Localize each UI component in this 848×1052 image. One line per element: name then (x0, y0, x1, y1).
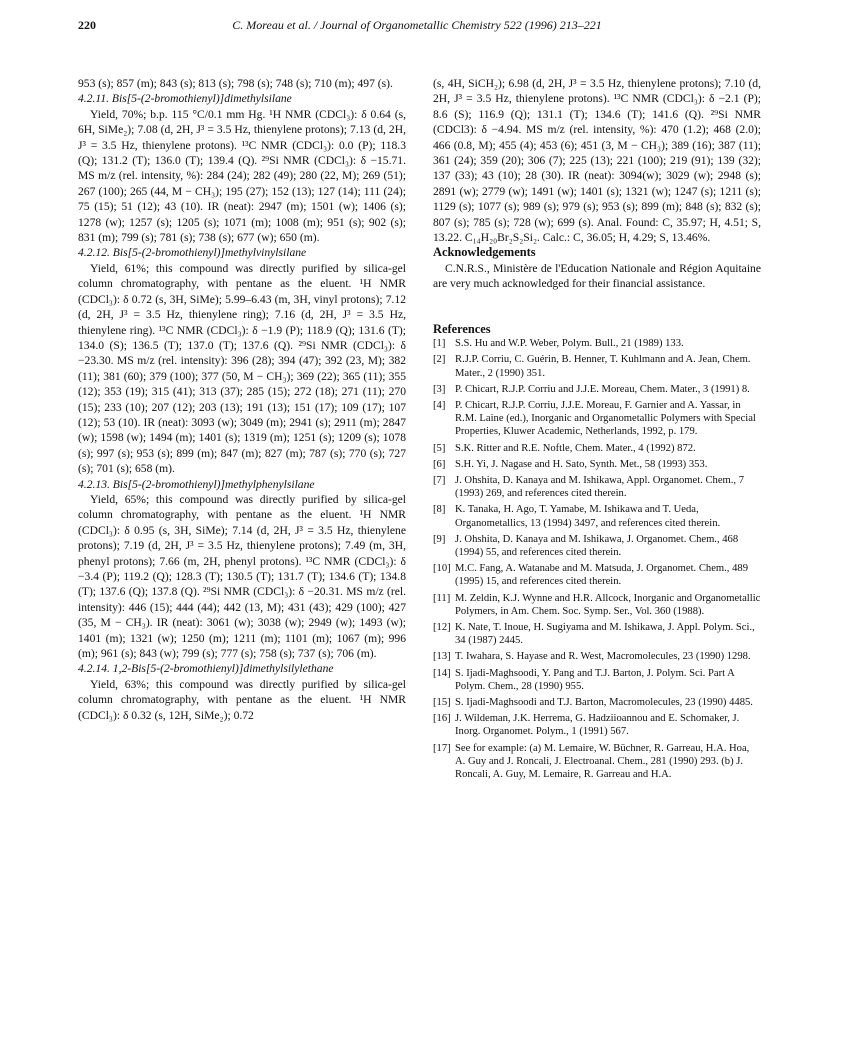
reference-text: P. Chicart, R.J.P. Corriu and J.J.E. Moreau, Chem. Mater., 3 (1991) 8. (455, 383, 750, 395)
section-body-4-2-13: Yield, 65%; this compound was directly purified by silica-gel column chromatography, with pentane as the eluent. ¹H NMR (CDCl₃): δ 0.95 (s, 3H, SiMe); 7.14 (d, 2H, J³ = 3.5 Hz, thienylene protons); 7.19 (d, 2H, J³ = 3.5 Hz, thienylene protons); 7.49 (m, 3H, phenyl protons); 7.66 (m, 2H, phenyl protons). ¹³C NMR (CDCl₃): δ −3.4 (P); 119.2 (Q); 128.3 (T); 130.5 (T); 131.7 (T); 134.6 (T); 134.8 (T); 137.6 (Q); 137.8 (Q). ²⁹Si NMR (CDCl₃): δ −20.31. MS m/z (rel. intensity): 446 (15); 444 (44); 442 (13, M); 431 (43); 429 (100); 427 (35, M − CH₃). IR (neat): 3061 (w); 3038 (w); 2949 (w); 1493 (w); 1401 (m); 1321 (w); 1250 (m); 1211 (m); 1101 (m); 1067 (m); 996 (m); 961 (s); 843 (w); 799 (s); 777 (s); 758 (s); 737 (s); 706 (m). (78, 492, 406, 661)
reference-list (433, 337, 761, 781)
acknowledgements-body: C.N.R.S., Ministère de l'Education Nationale and Région Aquitaine are very much acknowledged for their financial assistance. (433, 261, 761, 291)
reference-number: [10] (433, 563, 451, 575)
reference-item (433, 562, 761, 588)
reference-item (433, 399, 761, 439)
reference-text: S. Ijadi-Maghsoodi and T.J. Barton, Macromolecules, 23 (1990) 4485. (455, 696, 753, 708)
section-body-4-2-14: Yield, 63%; this compound was directly purified by silica-gel column chromatography, with pentane as the eluent. ¹H NMR (CDCl₃): δ 0.32 (s, 12H, SiMe₂); 0.72 (78, 677, 406, 722)
reference-text: S.K. Ritter and R.E. Noftle, Chem. Mater., 4 (1992) 872. (455, 442, 696, 454)
reference-item (433, 592, 761, 618)
reference-item (433, 621, 761, 647)
reference-text: T. Iwahara, S. Hayase and R. West, Macromolecules, 23 (1990) 1298. (455, 651, 751, 663)
section-heading-4-2-11: 4.2.11. Bis[5-(2-bromothienyl)]dimethylsilane (78, 92, 292, 106)
reference-text: J. Wildeman, J.K. Herrema, G. Hadziioannou and E. Schomaker, J. Inorg. Organomet. Polym., 1 (1991) 567. (455, 713, 740, 738)
reference-number: [7] (433, 474, 446, 486)
reference-text: S.H. Yi, J. Nagase and H. Sato, Synth. Met., 58 (1993) 353. (455, 458, 708, 470)
continued-paragraph: 953 (s); 857 (m); 843 (s); 813 (s); 798 (s); 748 (s); 710 (m); 497 (s). (78, 77, 393, 90)
left-column (78, 76, 406, 723)
reference-item (433, 474, 761, 500)
reference-item (433, 458, 761, 471)
reference-text: M. Zeldin, K.J. Wynne and H.R. Allcock, Inorganic and Organometallic Polymers, in Am. Chem. Soc. Symp. Ser., Vol. 360 (1988). (455, 592, 761, 617)
reference-number: [12] (433, 621, 451, 633)
reference-number: [15] (433, 696, 451, 708)
reference-number: [6] (433, 458, 446, 470)
section-heading-4-2-13: 4.2.13. Bis[5-(2-bromothienyl)]methylphenylsilane (78, 477, 315, 491)
running-head: C. Moreau et al. / Journal of Organometallic Chemistry 522 (1996) 213–221 (232, 18, 602, 32)
reference-item (433, 503, 761, 529)
reference-number: [13] (433, 651, 451, 663)
reference-item (433, 442, 761, 455)
reference-item (433, 383, 761, 396)
reference-item (433, 712, 761, 738)
reference-number: [5] (433, 442, 446, 454)
reference-item (433, 353, 761, 379)
reference-number: [11] (433, 592, 451, 604)
reference-item (433, 742, 761, 782)
reference-number: [3] (433, 383, 446, 395)
reference-number: [9] (433, 533, 446, 545)
reference-number: [16] (433, 713, 451, 725)
reference-text: P. Chicart, R.J.P. Corriu, J.J.E. Moreau, F. Garnier and A. Yassar, in R.M. Laine (ed.), Inorganic and Organometallic Polymers with Special Properties, Kluwer Academic, Netherlands, 1992, p. 179. (455, 399, 756, 438)
reference-item (433, 667, 761, 693)
reference-text: K. Tanaka, H. Ago, T. Yamabe, M. Ishikawa and T. Ueda, Organometallics, 13 (1994) 3497, and references cited therein. (455, 504, 721, 529)
reference-item (433, 696, 761, 709)
section-body-4-2-12: Yield, 61%; this compound was directly purified by silica-gel column chromatography, with pentane as the eluent. ¹H NMR (CDCl₃): δ 0.72 (s, 3H, SiMe); 5.99–6.43 (m, 3H, vinyl protons); 7.12 (d, 2H, J³ = 3.5 Hz, thienylene ring); 7.16 (d, 2H, J³ = 3.5 Hz, thienylene ring). ¹³C NMR (CDCl₃): δ −1.9 (P); 118.9 (Q); 131.6 (T); 134.0 (S); 136.5 (T); 137.0 (T); 137.6 (Q). ²⁹Si NMR (CDCl₃): δ −23.30. MS m/z (rel. intensity): 396 (28); 394 (47); 392 (23, M); 382 (11); 381 (60); 379 (100); 377 (50, M − CH₃); 369 (22); 365 (11); 355 (12); 353 (19); 315 (41); 313 (37); 285 (15); 272 (18); 271 (11); 270 (15); 233 (10); 207 (12); 203 (13); 191 (13); 151 (17); 109 (17); 107 (12); 53 (10). IR (neat): 3093 (w); 3049 (m); 2941 (s); 2911 (m); 2847 (w); 1598 (w); 1494 (m); 1401 (s); 1319 (m); 1251 (s); 1209 (s); 1078 (s); 997 (s); 953 (s); 899 (m); 847 (m); 827 (m); 787 (s); 770 (s); 727 (s); 701 (s); 658 (m). (78, 261, 406, 476)
reference-text: J. Ohshita, D. Kanaya and M. Ishikawa, Appl. Organomet. Chem., 7 (1993) 269, and references cited therein. (455, 474, 745, 500)
right-column (433, 76, 761, 784)
running-header (78, 18, 756, 38)
reference-number: [4] (433, 399, 446, 411)
reference-text: K. Nate, T. Inoue, H. Sugiyama and M. Ishikawa, J. Appl. Polym. Sci., 34 (1987) 2445. (455, 621, 755, 647)
references-heading: References (433, 321, 491, 336)
reference-item (433, 533, 761, 559)
reference-item (433, 337, 761, 350)
reference-number: [14] (433, 667, 451, 679)
page-number: 220 (78, 18, 96, 32)
reference-text: See for example: (a) M. Lemaire, W. Büchner, R. Garreau, H.A. Hoa, A. Guy and J. Roncali, J. Electroanal. Chem., 281 (1990) 293. (b) J. Roncali, A. Guy, M. Lemaire, R. Garreau and H.A. (455, 742, 750, 780)
reference-number: [8] (433, 504, 446, 516)
reference-number: [2] (433, 354, 446, 366)
reference-text: M.C. Fang, A. Watanabe and M. Matsuda, J. Organomet. Chem., 489 (1995) 15, and references cited therein. (455, 563, 748, 588)
reference-item (433, 650, 761, 663)
reference-text: J. Ohshita, D. Kanaya and M. Ishikawa, J. Organomet. Chem., 468 (1994) 55, and references cited therein. (455, 533, 739, 558)
continued-paragraph-right: (s, 4H, SiCH₂); 6.98 (d, 2H, J³ = 3.5 Hz, thienylene protons); 7.10 (d, 2H, J³ = 3.5 Hz, thienylene protons). ¹³C NMR (CDCl₃): δ −2.1 (P); 8.6 (S); 116.9 (Q); 131.1 (T); 134.6 (T); 141.6 (Q). ²⁹Si NMR (CDCl3): δ −4.94. MS m/z (rel. intensity, %): 470 (1.2); 468 (2.0); 466 (0.8, M); 455 (4); 453 (6); 451 (3, M − CH₃); 389 (16); 387 (11); 361 (24); 359 (20); 306 (7); 225 (13); 221 (100); 219 (91); 139 (32); 137 (33); 43 (10); 28 (30). IR (neat): 3094(w); 3029 (w); 2948 (s); 2891 (w); 2779 (w); 1491 (w); 1401 (s); 1321 (w); 1247 (s); 1211 (s); 1129 (s); 1077 (s); 989 (s); 979 (s); 953 (s); 899 (m); 848 (s); 832 (s); 807 (s); 785 (s); 728 (w); 699 (s). Anal. Found: C, 35.97; H, 4.51; S, 13.22. C₁₄H₂₀Br₂S₂Si₂. Calc.: C, 36.05; H, 4.29; S, 13.46%. (433, 77, 761, 245)
reference-text: R.J.P. Corriu, C. Guérin, B. Henner, T. Kuhlmann and A. Jean, Chem. Mater., 2 (1990) 351. (455, 354, 751, 379)
reference-text: S.S. Hu and W.P. Weber, Polym. Bull., 21 (1989) 133. (455, 338, 684, 350)
reference-number: [17] (433, 742, 451, 754)
reference-number: [1] (433, 338, 446, 350)
acknowledgements-heading: Acknowledgements (433, 245, 536, 260)
reference-text: S. Ijadi-Maghsoodi, Y. Pang and T.J. Barton, J. Polym. Sci. Part A Polym. Chem., 28 (1990) 955. (455, 667, 735, 692)
section-heading-4-2-14: 4.2.14. 1,2-Bis[5-(2-bromothienyl)]dimethylsilylethane (78, 662, 334, 676)
section-body-4-2-11: Yield, 70%; b.p. 115 °C/0.1 mm Hg. ¹H NMR (CDCl₃): δ 0.64 (s, 6H, SiMe₂); 7.08 (d, 2H, J³ = 3.5 Hz, thienylene protons); 7.13 (d, 2H, J³ = 3.5 Hz, thienylene protons). ¹³C NMR (CDCl₃): 0.0 (P); 118.3 (Q); 131.2 (T); 136.0 (T); 139.4 (Q). ²⁹Si NMR (CDCl₃): δ −15.71. MS m/z (rel. intensity, %): 284 (24); 282 (49); 280 (22, M); 269 (51); 267 (100); 265 (44, M − CH₃); 195 (27); 152 (13); 127 (14); 111 (24); 75 (15); 51 (12); 43 (10). IR (neat): 2947 (m); 1501 (w); 1406 (s); 1278 (w); 1257 (s); 1205 (s); 1071 (m); 1008 (m); 951 (s); 902 (s); 831 (m); 799 (s); 781 (s); 738 (s); 677 (w); 650 (m). (78, 107, 406, 245)
section-heading-4-2-12: 4.2.12. Bis[5-(2-bromothienyl)]methylvinylsilane (78, 246, 307, 260)
